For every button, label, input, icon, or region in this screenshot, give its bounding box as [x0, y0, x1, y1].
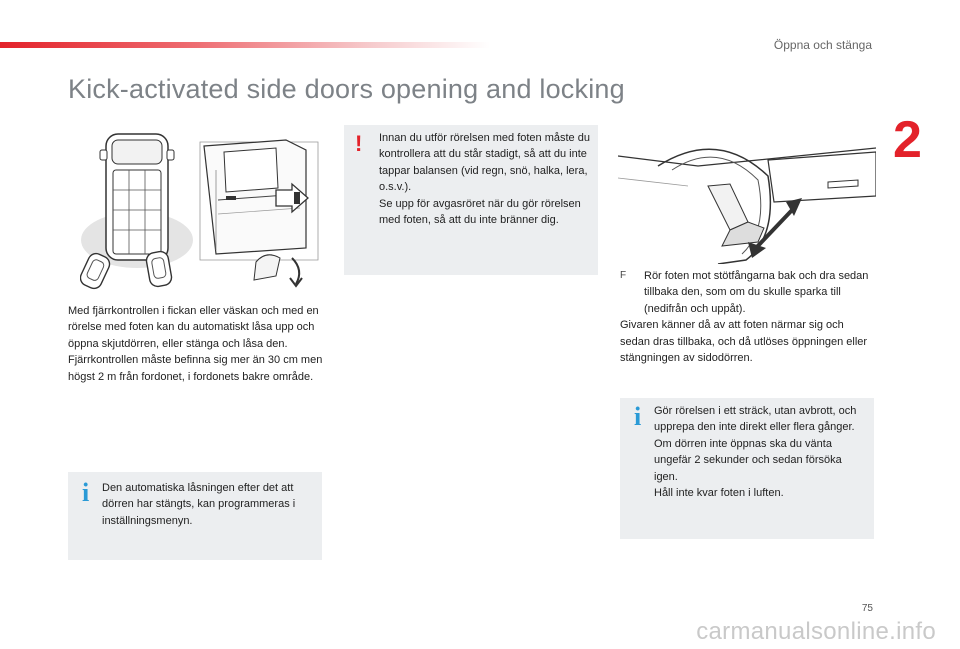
warning-box [344, 125, 598, 275]
foot-under-bumper-illustration [618, 126, 876, 264]
chapter-number: 2 [893, 111, 922, 169]
warning-paragraph-2: Se upp för avgasröret när du gör rörelsen med foten, så att du inte bränner dig. [379, 197, 581, 227]
movement-paragraph-3: Håll inte kvar foten i luften. [654, 487, 784, 500]
intro-paragraph-1: Med fjärrkontrollen i fickan eller väskan och med en rörelse med foten kan du automatiskt låsa upp och öppna skjutdörren, eller stänga och låsa den. [68, 305, 319, 350]
watermark: carmanualsonline.info [696, 618, 936, 645]
intro-paragraph-2: Fjärrkontrollen måste befinna sig mer än 30 cm men högst 2 m från fordonet, i fordonets bakre område. [68, 354, 323, 383]
sensor-paragraph: Givaren känner då av att foten närmar sig och sedan dras tillbaka, och då utlöses öppningen eller stängningen av sidodörren. [620, 319, 868, 365]
instruction-bullet [620, 268, 874, 317]
info-box-auto-locking [68, 472, 322, 560]
section-title: Öppna och stänga [773, 38, 872, 52]
info-icon: i [634, 402, 642, 431]
page-title: Kick-activated side doors opening and locking [68, 74, 625, 104]
van-top-view-illustration [80, 128, 195, 293]
info-icon: i [82, 478, 90, 507]
movement-paragraph-1: Gör rörelsen i ett sträck, utan avbrott, och upprepa den inte direkt eller flera gånger. [654, 405, 857, 434]
warning-paragraph-1: Innan du utför rörelsen med foten måste du kontrollera att du står stadigt, så att du inte tappar balansen (vid regn, snö, halka, lera, o.s.v.). [379, 132, 590, 194]
bullet-text: Rör foten mot stötfångarna bak och dra sedan tillbaka den, som om du skulle sparka till (nedifrån och uppåt). [644, 270, 869, 315]
instruction-text [620, 268, 874, 366]
intro-text [68, 303, 324, 385]
page-number: 75 [861, 603, 873, 614]
info-box-text: Den automatiska låsningen efter det att dörren har stängts, kan programmeras i inställningsmenyn. [102, 482, 296, 527]
info-box-movement [620, 398, 874, 539]
sliding-door-illustration [196, 130, 324, 290]
bullet-marker-icon: F [620, 270, 627, 281]
header-color-bar [0, 42, 490, 48]
warning-icon: ! [355, 131, 363, 156]
movement-paragraph-2: Om dörren inte öppnas ska du vänta ungefär 2 sekunder och sedan försöka igen. [654, 437, 842, 483]
